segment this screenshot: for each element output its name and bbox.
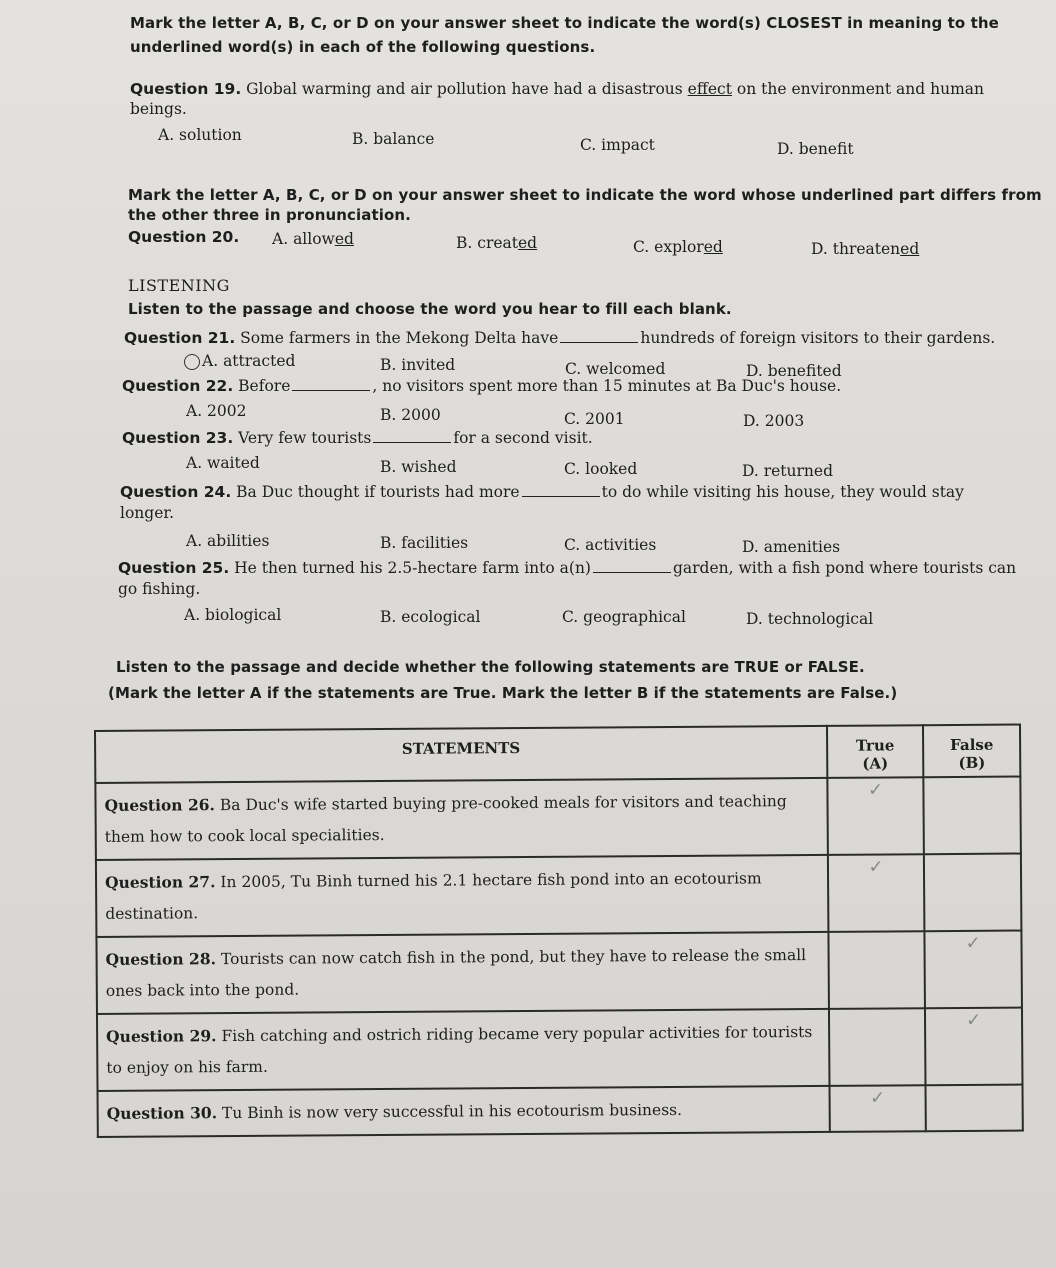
q21-option-a[interactable]: A. attracted bbox=[184, 352, 295, 370]
q22-option-a[interactable]: A. 2002 bbox=[186, 402, 247, 420]
answer-circle-icon bbox=[184, 354, 200, 370]
header-false: False (B) bbox=[923, 725, 1020, 778]
q25-stem-line2: go fishing. bbox=[118, 580, 201, 598]
table-row bbox=[95, 777, 1021, 860]
q21-blank bbox=[560, 328, 638, 343]
table-row bbox=[96, 854, 1022, 937]
table-row bbox=[96, 931, 1022, 1014]
header-true: True (A) bbox=[827, 725, 924, 778]
q19-option-b[interactable]: B. balance bbox=[352, 130, 435, 148]
q22-blank bbox=[292, 376, 370, 391]
q19-option-c[interactable]: C. impact bbox=[580, 136, 655, 154]
q22-option-b[interactable]: B. 2000 bbox=[380, 406, 441, 424]
statement-28: Question 28. Tourists can now catch fish in the pond, but they have to release the small ones back into the pond. bbox=[96, 932, 828, 1014]
q29-true-cell[interactable] bbox=[829, 1008, 926, 1086]
q23-option-b[interactable]: B. wished bbox=[380, 458, 457, 476]
q24-stem: Question 24. Ba Duc thought if tourists had more to do while visiting his house, they would stay bbox=[120, 483, 964, 501]
q26-true-cell[interactable]: ✓ bbox=[827, 777, 924, 855]
q23-option-a[interactable]: A. waited bbox=[186, 454, 260, 472]
q19-label: Question 19. bbox=[130, 80, 242, 98]
section1-instruction-line1: Mark the letter A, B, C, or D on your answer sheet to indicate the word(s) CLOSEST in meaning to the bbox=[130, 14, 999, 32]
statement-29: Question 29. Fish catching and ostrich riding became very popular activities for tourists to enjoy on his farm. bbox=[97, 1009, 829, 1091]
q25-option-d[interactable]: D. technological bbox=[746, 610, 874, 628]
q21-option-b[interactable]: B. invited bbox=[380, 356, 456, 374]
q23-stem: Question 23. Very few tourists for a second visit. bbox=[122, 429, 593, 447]
listening-instruction: Listen to the passage and choose the word you hear to fill each blank. bbox=[128, 300, 732, 318]
q21-option-c[interactable]: C. welcomed bbox=[565, 360, 666, 378]
q21-option-d[interactable]: D. benefited bbox=[746, 362, 842, 380]
q19-stem: Question 19. Global warming and air pollution have had a disastrous effect on the environment and human bbox=[130, 80, 985, 98]
statement-30: Question 30. Tu Binh is now very successful in his ecotourism business. bbox=[98, 1086, 830, 1137]
q30-false-cell[interactable] bbox=[926, 1085, 1023, 1132]
q29-false-cell[interactable]: ✓ bbox=[925, 1008, 1022, 1086]
listening-heading: LISTENING bbox=[128, 276, 230, 295]
table-header-row bbox=[95, 725, 1020, 783]
section2-instruction-line1: Mark the letter A, B, C, or D on your answer sheet to indicate the word whose underlined part differs from bbox=[128, 186, 1042, 204]
q19-option-d[interactable]: D. benefit bbox=[777, 140, 854, 158]
q28-true-cell[interactable] bbox=[828, 931, 925, 1009]
q23-blank bbox=[373, 428, 451, 443]
q22-option-c[interactable]: C. 2001 bbox=[564, 410, 625, 428]
q24-option-b[interactable]: B. facilities bbox=[380, 534, 469, 552]
section3-instruction: Listen to the passage and decide whether the following statements are TRUE or FALSE. bbox=[116, 658, 865, 676]
q19-option-a[interactable]: A. solution bbox=[158, 126, 242, 144]
q24-option-a[interactable]: A. abilities bbox=[186, 532, 270, 550]
q24-blank bbox=[522, 482, 600, 497]
q20-option-a[interactable]: A. allowed bbox=[272, 230, 354, 248]
q20-option-b[interactable]: B. created bbox=[456, 234, 538, 252]
q25-stem: Question 25. He then turned his 2.5-hectare farm into a(n) garden, with a fish pond where tourists can bbox=[118, 559, 1017, 577]
q27-false-cell[interactable] bbox=[924, 854, 1021, 932]
table-row bbox=[97, 1008, 1023, 1091]
q20-label: Question 20. bbox=[128, 228, 240, 246]
q25-option-c[interactable]: C. geographical bbox=[562, 608, 686, 626]
q25-option-b[interactable]: B. ecological bbox=[380, 608, 481, 626]
q25-blank bbox=[593, 558, 671, 573]
section3-note: (Mark the letter A if the statements are True. Mark the letter B if the statements are False.) bbox=[108, 684, 898, 702]
q24-stem-line2: longer. bbox=[120, 504, 175, 522]
q28-false-cell[interactable]: ✓ bbox=[925, 931, 1022, 1009]
q25-option-a[interactable]: A. biological bbox=[184, 606, 282, 624]
q19-underlined-word: effect bbox=[687, 80, 732, 98]
q27-true-cell[interactable]: ✓ bbox=[828, 854, 925, 932]
q20-option-c[interactable]: C. explored bbox=[633, 238, 723, 256]
q23-option-c[interactable]: C. looked bbox=[564, 460, 638, 478]
section1-instruction-line2: underlined word(s) in each of the following questions. bbox=[130, 38, 596, 56]
q24-option-c[interactable]: C. activities bbox=[564, 536, 657, 554]
true-false-table bbox=[94, 724, 1024, 1138]
section2-instruction-line2: the other three in pronunciation. bbox=[128, 206, 411, 224]
q30-true-cell[interactable]: ✓ bbox=[829, 1085, 926, 1132]
table-row bbox=[98, 1085, 1023, 1137]
q24-option-d[interactable]: D. amenities bbox=[742, 538, 841, 556]
q19-stem-line2: beings. bbox=[130, 100, 187, 118]
q22-option-d[interactable]: D. 2003 bbox=[743, 412, 805, 430]
statement-27: Question 27. In 2005, Tu Binh turned his 2.1 hectare fish pond into an ecotourism destination. bbox=[96, 855, 828, 937]
q26-false-cell[interactable] bbox=[924, 777, 1021, 855]
q21-stem: Question 21. Some farmers in the Mekong Delta have hundreds of foreign visitors to their gardens. bbox=[124, 329, 996, 347]
q23-option-d[interactable]: D. returned bbox=[742, 462, 834, 480]
header-statements: STATEMENTS bbox=[95, 726, 827, 783]
q22-stem: Question 22. Before , no visitors spent more than 15 minutes at Ba Duc's house. bbox=[122, 377, 842, 395]
q20-option-d[interactable]: D. threatened bbox=[811, 240, 920, 258]
statement-26: Question 26. Ba Duc's wife started buying pre-cooked meals for visitors and teaching them how to cook local specialities. bbox=[95, 778, 827, 860]
